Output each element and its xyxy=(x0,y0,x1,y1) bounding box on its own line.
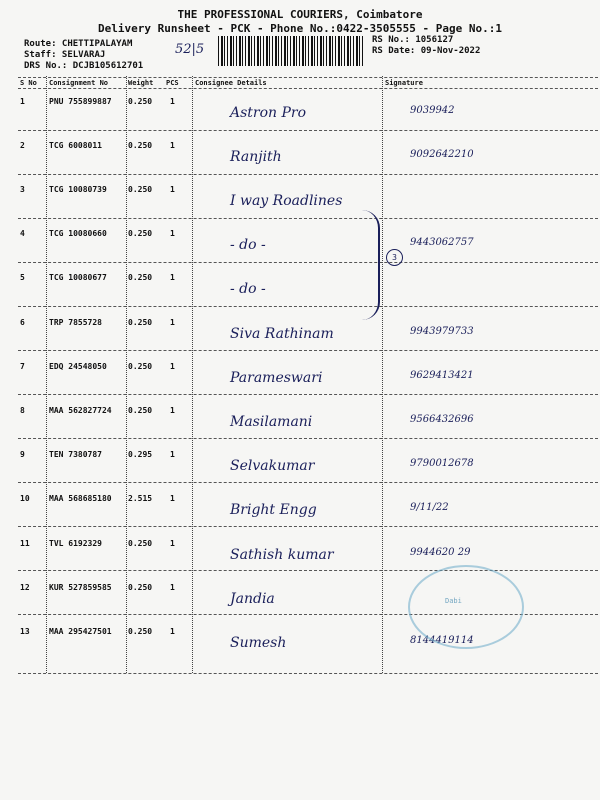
row-signature: 8144419114 xyxy=(410,635,474,646)
row-signature: 9629413421 xyxy=(410,370,474,381)
row-consignee: Selvakumar xyxy=(230,458,315,474)
row-pcs: 1 xyxy=(170,362,175,371)
row-pcs: 1 xyxy=(170,494,175,503)
row-sno: 7 xyxy=(20,362,25,371)
row-divider xyxy=(18,673,598,674)
row-pcs: 1 xyxy=(170,627,175,636)
row-sno: 9 xyxy=(20,450,25,459)
row-sno: 10 xyxy=(20,494,30,503)
row-consignment: EDQ 24548050 xyxy=(49,362,107,371)
row-weight: 0.250 xyxy=(128,406,153,415)
row-sno: 11 xyxy=(20,539,30,548)
row-weight: 0.250 xyxy=(128,97,153,106)
row-weight: 0.250 xyxy=(128,141,153,150)
col-consignee: Consignee Details xyxy=(195,79,267,87)
row-sno: 5 xyxy=(20,273,25,282)
row-consignee: Astron Pro xyxy=(230,105,307,121)
row-consignee: Parameswari xyxy=(230,370,323,386)
row-consignment: TEN 7380787 xyxy=(49,450,102,459)
row-pcs: 1 xyxy=(170,406,175,415)
col-sno: S No xyxy=(20,79,37,87)
row-consignee: Ranjith xyxy=(230,149,282,165)
row-sno: 3 xyxy=(20,185,25,194)
row-pcs: 1 xyxy=(170,318,175,327)
row-weight: 0.250 xyxy=(128,229,153,238)
column-divider xyxy=(192,76,193,673)
row-divider xyxy=(18,438,598,439)
row-pcs: 1 xyxy=(170,539,175,548)
row-consignee: Bright Engg xyxy=(230,502,317,518)
handwritten-page-number: 52|5 xyxy=(175,42,205,57)
row-divider xyxy=(18,570,598,571)
row-consignment: TCG 10080660 xyxy=(49,229,107,238)
row-consignment: TCG 10080677 xyxy=(49,273,107,282)
row-weight: 2.515 xyxy=(128,494,153,503)
row-divider xyxy=(18,306,598,307)
row-consignee: Sathish kumar xyxy=(230,547,334,563)
rs-number: RS No.: 1056127 xyxy=(372,35,454,45)
col-consignment: Consignment No xyxy=(49,79,109,87)
row-pcs: 1 xyxy=(170,583,175,592)
row-weight: 0.250 xyxy=(128,583,153,592)
row-sno: 2 xyxy=(20,141,25,150)
row-consignee: - do - xyxy=(230,237,266,253)
row-consignment: MAA 295427501 xyxy=(49,627,112,636)
row-pcs: 1 xyxy=(170,185,175,194)
company-title: THE PROFESSIONAL COURIERS, Coimbatore xyxy=(177,8,423,21)
table-top-rule xyxy=(18,77,598,78)
runsheet-subtitle: Delivery Runsheet - PCK - Phone No.:0422-3505555 - Page No.:1 xyxy=(98,22,502,35)
route-label: Route: CHETTIPALAYAM xyxy=(24,39,133,49)
row-signature: 9/11/22 xyxy=(410,502,449,513)
row-weight: 0.250 xyxy=(128,627,153,636)
col-weight: Weight xyxy=(128,79,154,87)
row-signature: 9443062757 xyxy=(410,237,474,248)
row-consignment: MAA 568685180 xyxy=(49,494,112,503)
col-pcs: PCS xyxy=(166,79,179,87)
row-weight: 0.250 xyxy=(128,318,153,327)
row-consignee: Sumesh xyxy=(230,635,287,651)
row-divider xyxy=(18,262,598,263)
row-signature: 9039942 xyxy=(410,105,455,116)
row-divider xyxy=(18,130,598,131)
row-weight: 0.250 xyxy=(128,185,153,194)
delivery-stamp xyxy=(408,565,524,649)
row-consignee: - do - xyxy=(230,281,266,297)
row-consignee: Siva Rathinam xyxy=(230,326,334,342)
drs-label: DRS No.: DCJB105612701 xyxy=(24,61,144,71)
row-consignment: TCG 6008011 xyxy=(49,141,102,150)
row-divider xyxy=(18,482,598,483)
barcode-image xyxy=(218,36,364,66)
row-sno: 13 xyxy=(20,627,30,636)
column-divider xyxy=(46,76,47,673)
row-divider xyxy=(18,174,598,175)
row-signature: 9566432696 xyxy=(410,414,474,425)
row-consignment: KUR 527859585 xyxy=(49,583,112,592)
row-divider xyxy=(18,394,598,395)
row-consignment: TRP 7855728 xyxy=(49,318,102,327)
row-sno: 12 xyxy=(20,583,30,592)
row-consignee: Masilamani xyxy=(230,414,313,430)
row-weight: 0.250 xyxy=(128,273,153,282)
circled-count: 3 xyxy=(386,249,403,266)
row-pcs: 1 xyxy=(170,273,175,282)
staff-label: Staff: SELVARAJ xyxy=(24,50,106,60)
row-pcs: 1 xyxy=(170,141,175,150)
row-consignee: I way Roadlines xyxy=(230,193,343,209)
rs-date: RS Date: 09-Nov-2022 xyxy=(372,46,481,56)
row-sno: 8 xyxy=(20,406,25,415)
row-weight: 0.250 xyxy=(128,539,153,548)
row-weight: 0.250 xyxy=(128,362,153,371)
row-signature: 9092642210 xyxy=(410,149,474,160)
row-consignment: MAA 562827724 xyxy=(49,406,112,415)
row-pcs: 1 xyxy=(170,97,175,106)
row-pcs: 1 xyxy=(170,450,175,459)
row-consignment: PNU 755899887 xyxy=(49,97,112,106)
column-divider xyxy=(126,76,127,673)
row-divider xyxy=(18,526,598,527)
row-consignment: TCG 10080739 xyxy=(49,185,107,194)
stamp-text: Dabi xyxy=(445,597,462,605)
row-pcs: 1 xyxy=(170,229,175,238)
row-weight: 0.295 xyxy=(128,450,153,459)
bracket-mark xyxy=(360,210,380,320)
row-sno: 1 xyxy=(20,97,25,106)
row-signature: 9790012678 xyxy=(410,458,474,469)
column-divider xyxy=(382,76,383,673)
col-signature: Signature xyxy=(385,79,423,87)
row-signature: 9943979733 xyxy=(410,326,474,337)
row-sno: 4 xyxy=(20,229,25,238)
row-divider xyxy=(18,218,598,219)
row-consignee: Jandia xyxy=(230,591,275,607)
row-signature: 9944620 29 xyxy=(410,547,471,558)
header-rule xyxy=(18,88,598,89)
row-divider xyxy=(18,350,598,351)
row-consignment: TVL 6192329 xyxy=(49,539,102,548)
row-sno: 6 xyxy=(20,318,25,327)
